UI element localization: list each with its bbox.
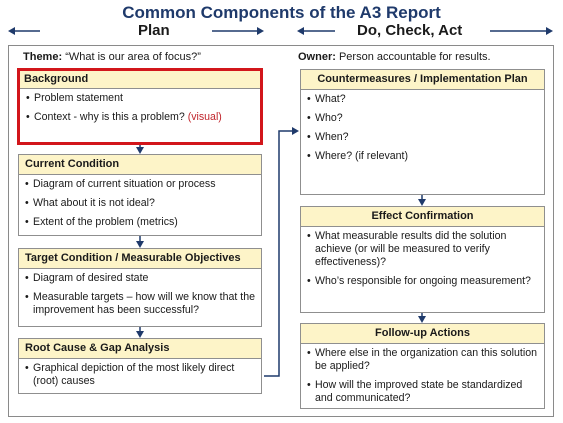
plan-right-arrowhead (257, 27, 264, 35)
list-item: • Where? (if relevant) (307, 150, 538, 163)
connector-line (264, 131, 292, 376)
theme-label: Theme: (23, 51, 63, 63)
plan-left-arrowhead (8, 27, 15, 35)
list-item: • Extent of the problem (metrics) (25, 216, 255, 229)
countermeasures-header: Countermeasures / Implementation Plan (301, 70, 544, 90)
target-condition-header: Target Condition / Measurable Objectives (19, 249, 261, 269)
down-arrowhead-1 (136, 147, 144, 154)
dca-left-arrowhead (297, 27, 304, 35)
list-item: • What about it is not ideal? (25, 197, 255, 210)
owner-text: Person accountable for results. (338, 51, 491, 63)
list-item: • Measurable targets – how will we know that the improvement has been successful? (25, 291, 255, 317)
effect-confirmation-header: Effect Confirmation (301, 207, 544, 227)
current-condition-header: Current Condition (19, 155, 261, 175)
list-item: • Who’s responsible for ongoing measurement? (307, 275, 538, 288)
connector-arrowhead (292, 127, 299, 135)
background-header: Background (20, 71, 260, 89)
list-item-text: Context - why is this a problem? (34, 111, 185, 123)
visual-note: (visual) (187, 111, 222, 123)
follow-up-header: Follow-up Actions (301, 324, 544, 344)
down-arrowhead-3 (136, 331, 144, 338)
down-arrowhead-5 (418, 316, 426, 323)
owner-label: Owner: (298, 51, 336, 63)
down-arrowhead-4 (418, 199, 426, 206)
list-item: • How will the improved state be standardized and communicated? (307, 379, 538, 405)
list-item: • Diagram of desired state (25, 272, 255, 285)
list-item: • Problem statement (26, 92, 254, 105)
list-item: • Where else in the organization can this solution be applied? (307, 347, 538, 373)
root-cause-header: Root Cause & Gap Analysis (19, 339, 261, 359)
theme-text: “What is our area of focus?” (65, 51, 201, 63)
list-item: • Graphical depiction of the most likely direct (root) causes (25, 362, 255, 388)
list-item: • Diagram of current situation or process (25, 178, 255, 191)
list-item: • When? (307, 131, 538, 144)
list-item: • What measurable results did the solution achieve (or will be measured to verify effectiveness)? (307, 230, 538, 269)
dca-right-arrowhead (546, 27, 553, 35)
list-item: • What? (307, 93, 538, 106)
down-arrowhead-2 (136, 241, 144, 248)
do-check-act-heading: Do, Check, Act (357, 22, 463, 39)
page-title: Common Components of the A3 Report (122, 3, 441, 22)
plan-heading: Plan (138, 22, 170, 39)
list-item: • Who? (307, 112, 538, 125)
